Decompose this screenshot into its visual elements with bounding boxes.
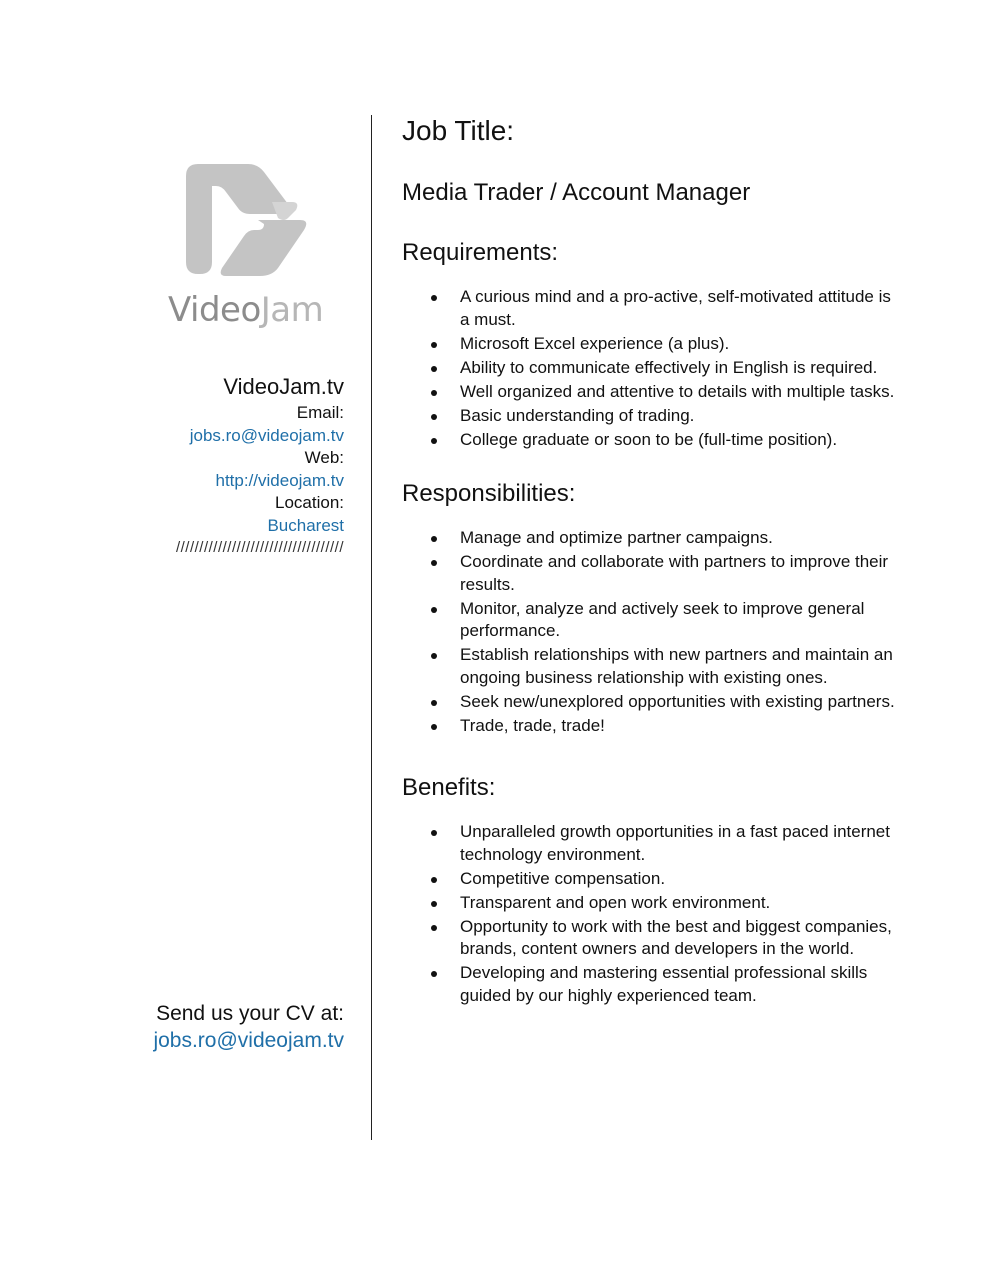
bullet-icon — [431, 607, 437, 613]
bullet-icon — [431, 700, 437, 706]
bullet-icon — [431, 390, 437, 396]
slash-divider: //////////////////////////////////// — [175, 539, 344, 556]
bullet-icon — [431, 414, 437, 420]
benefits-list — [402, 821, 902, 1007]
logo-wordmark: VideoJam — [168, 290, 324, 330]
bullet-icon — [431, 901, 437, 907]
list-item: Trade, trade, trade! — [402, 715, 902, 738]
email-label: Email: — [296, 403, 344, 422]
list-item: Unparalleled growth opportunities in a fast paced internet technology environment. — [402, 821, 902, 866]
requirements-heading: Requirements: — [402, 239, 559, 266]
benefits-heading: Benefits: — [402, 774, 496, 801]
bullet-icon — [431, 536, 437, 542]
location-label: Location: — [275, 493, 344, 512]
bullet-icon — [431, 971, 437, 977]
list-item: Monitor, analyze and actively seek to improve general performance. — [402, 598, 902, 643]
bullet-icon — [431, 925, 437, 931]
videojam-logo-mark — [160, 158, 330, 288]
bullet-icon — [431, 438, 437, 444]
main-content — [402, 112, 902, 1009]
list-item: Microsoft Excel experience (a plus). — [402, 333, 902, 356]
list-item: Developing and mastering essential professional skills guided by our highly experienced team. — [402, 962, 902, 1007]
list-item: Seek new/unexplored opportunities with existing partners. — [402, 691, 902, 714]
list-item: Ability to communicate effectively in English is required. — [402, 357, 902, 380]
bullet-icon — [431, 724, 437, 730]
bullet-icon — [431, 342, 437, 348]
company-name: VideoJam.tv — [223, 374, 344, 399]
bullet-icon — [431, 295, 437, 301]
bullet-icon — [431, 877, 437, 883]
web-link[interactable]: http://videojam.tv — [215, 470, 344, 490]
bullet-icon — [431, 653, 437, 659]
bullet-icon — [431, 366, 437, 372]
list-item: Well organized and attentive to details with multiple tasks. — [402, 381, 902, 404]
column-divider — [371, 115, 372, 1140]
responsibilities-list — [402, 527, 902, 737]
web-label: Web: — [304, 448, 344, 467]
location-value: Bucharest — [267, 515, 344, 535]
email-link[interactable]: jobs.ro@videojam.tv — [189, 425, 344, 445]
list-item: Coordinate and collaborate with partners to improve their results. — [402, 551, 902, 596]
list-item: A curious mind and a pro-active, self-motivated attitude is a must. — [402, 286, 902, 331]
send-cv-email[interactable]: jobs.ro@videojam.tv — [153, 1029, 344, 1052]
list-item: Basic understanding of trading. — [402, 405, 902, 428]
bullet-icon — [431, 830, 437, 836]
list-item: Competitive compensation. — [402, 868, 902, 891]
requirements-list — [402, 286, 902, 451]
job-title-heading: Job Title: — [402, 115, 515, 146]
send-cv-label: Send us your CV at: — [156, 1002, 344, 1025]
list-item: College graduate or soon to be (full-time position). — [402, 429, 902, 452]
contact-info — [124, 372, 344, 560]
job-role: Media Trader / Account Manager — [402, 179, 751, 206]
send-cv-block — [104, 1000, 344, 1054]
bullet-icon — [431, 560, 437, 566]
list-item: Establish relationships with new partners and maintain an ongoing business relationship with existing ones. — [402, 644, 902, 689]
responsibilities-heading: Responsibilities: — [402, 480, 576, 507]
list-item: Manage and optimize partner campaigns. — [402, 527, 902, 550]
list-item: Opportunity to work with the best and biggest companies, brands, content owners and developers in the world. — [402, 916, 902, 961]
list-item: Transparent and open work environment. — [402, 892, 902, 915]
